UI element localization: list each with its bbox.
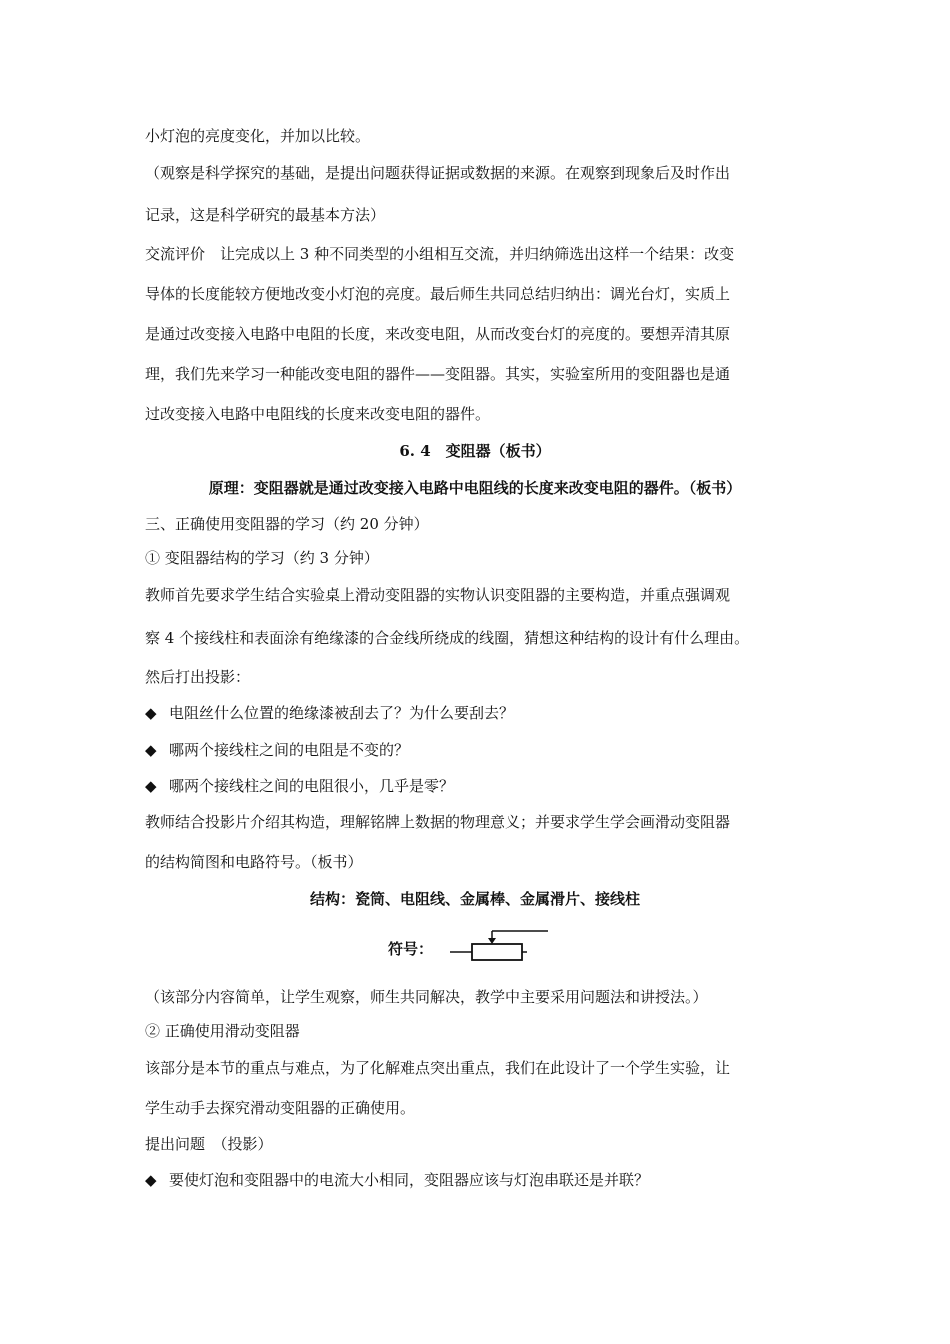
diamond-bullet-icon: ◆ (145, 741, 157, 759)
structure-statement: 结构：瓷筒、电阻线、金属棒、金属滑片、接线柱 (309, 890, 640, 908)
paragraph-line: 教师首先要求学生结合实验桌上滑动变阻器的实物认识变阻器的主要构造，并重点强调观 (145, 586, 731, 604)
diamond-bullet-icon: ◆ (145, 704, 157, 722)
paragraph-line: 交流评价 让完成以上 3 种不同类型的小组相互交流，并归纳筛选出这样一个结果：改变 (145, 245, 735, 263)
paragraph-line: 学生动手去探究滑动变阻器的正确使用。 (145, 1099, 416, 1117)
paragraph-line: 察 4 个接线柱和表面涂有绝缘漆的合金线所绕成的线圈，猜想这种结构的设计有什么理由。 (145, 629, 750, 647)
paragraph-line: 该部分是本节的重点与难点，为了化解难点突出重点，我们在此设计了一个学生实验，让 (145, 1059, 731, 1077)
paragraph-line: 过改变接入电路中电阻线的长度来改变电阻的器件。 (145, 405, 491, 423)
diamond-bullet-icon: ◆ (145, 777, 157, 795)
section-heading: 三、正确使用变阻器的学习（约 20 分钟） (145, 515, 429, 533)
symbol-label: 符号： (388, 940, 434, 958)
paragraph-line: 理，我们先来学习一种能改变电阻的器件——变阻器。其实，实验室所用的变阻器也是通 (145, 365, 731, 383)
paragraph-line: 是通过改变接入电路中电阻的长度，来改变电阻，从而改变台灯的亮度的。要想弄清其原 (145, 325, 731, 343)
section-title: 6. 4 变阻器（板书） (399, 442, 551, 460)
bullet-item: ◆ 哪两个接线柱之间的电阻是不变的？ (145, 741, 410, 759)
paragraph-line: 小灯泡的亮度变化，并加以比较。 (145, 127, 371, 145)
paragraph-line: （该部分内容简单，让学生观察，师生共同解决，教学中主要采用问题法和讲授法。） (145, 988, 708, 1006)
diamond-bullet-icon: ◆ (145, 1171, 157, 1189)
rheostat-symbol-icon (445, 930, 555, 966)
bullet-item: ◆ 哪两个接线柱之间的电阻很小，几乎是零？ (145, 777, 455, 795)
subsection-heading: ② 正确使用滑动变阻器 (145, 1022, 300, 1040)
bullet-item: ◆ 电阻丝什么位置的绝缘漆被刮去了？为什么要刮去？ (145, 704, 515, 722)
paragraph-line: 的结构简图和电路符号。（板书） (145, 853, 363, 871)
paragraph-line: 导体的长度能较方便地改变小灯泡的亮度。最后师生共同总结归纳出：调光台灯，实质上 (145, 285, 731, 303)
subsection-heading: ① 变阻器结构的学习（约 3 分钟） (145, 549, 379, 567)
paragraph-line: 提出问题 （投影） (145, 1135, 273, 1153)
paragraph-line: 教师结合投影片介绍其构造，理解铭牌上数据的物理意义；并要求学生学会画滑动变阻器 (145, 813, 731, 831)
paragraph-line: （观察是科学探究的基础，是提出问题获得证据或数据的来源。在观察到现象后及时作出 (145, 164, 731, 182)
principle-statement: 原理：变阻器就是通过改变接入电路中电阻线的长度来改变电阻的器件。（板书） (208, 479, 742, 497)
paragraph-line: 记录，这是科学研究的最基本方法） (145, 206, 386, 224)
symbol-row (0, 930, 950, 966)
paragraph-line: 然后打出投影： (145, 668, 251, 686)
bullet-item: ◆ 要使灯泡和变阻器中的电流大小相同，变阻器应该与灯泡串联还是并联？ (145, 1171, 650, 1189)
